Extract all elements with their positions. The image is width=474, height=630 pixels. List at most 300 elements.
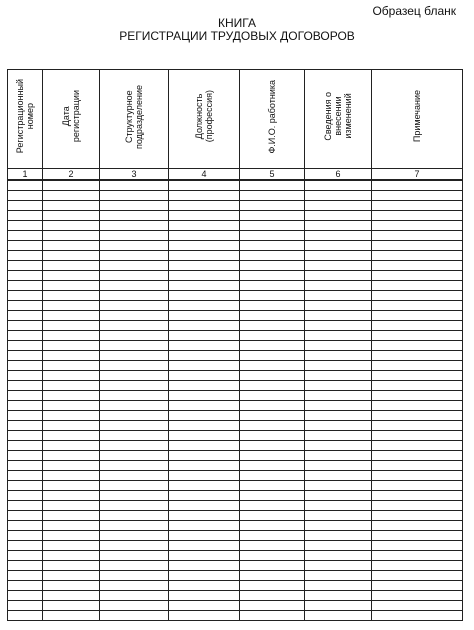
blank-cell bbox=[240, 611, 305, 621]
blank-cell bbox=[43, 571, 100, 581]
blank-cell bbox=[169, 541, 240, 551]
blank-row bbox=[8, 191, 463, 201]
blank-cell bbox=[8, 581, 43, 591]
blank-cell bbox=[8, 361, 43, 371]
blank-cell bbox=[8, 381, 43, 391]
blank-cell bbox=[100, 231, 169, 241]
blank-cell bbox=[43, 541, 100, 551]
blank-cell bbox=[169, 461, 240, 471]
blank-cell bbox=[240, 431, 305, 441]
blank-cell bbox=[43, 561, 100, 571]
blank-cell bbox=[43, 411, 100, 421]
blank-cell bbox=[169, 180, 240, 191]
blank-cell bbox=[240, 191, 305, 201]
blank-cell bbox=[43, 371, 100, 381]
blank-cell bbox=[240, 481, 305, 491]
column-header-text: изменений bbox=[343, 93, 353, 140]
blank-row bbox=[8, 491, 463, 501]
blank-cell bbox=[100, 251, 169, 261]
blank-row bbox=[8, 511, 463, 521]
blank-cell bbox=[100, 471, 169, 481]
blank-row bbox=[8, 251, 463, 261]
blank-cell bbox=[305, 561, 372, 571]
blank-cell bbox=[240, 531, 305, 541]
blank-cell bbox=[169, 211, 240, 221]
blank-cell bbox=[8, 551, 43, 561]
column-header-text: (профессия) bbox=[204, 90, 214, 143]
blank-cell bbox=[43, 361, 100, 371]
blank-cell bbox=[372, 611, 463, 621]
blank-cell bbox=[305, 541, 372, 551]
blank-cell bbox=[372, 471, 463, 481]
blank-row bbox=[8, 301, 463, 311]
blank-cell bbox=[8, 261, 43, 271]
blank-cell bbox=[372, 601, 463, 611]
blank-row bbox=[8, 381, 463, 391]
blank-cell bbox=[43, 381, 100, 391]
blank-cell bbox=[169, 601, 240, 611]
blank-cell bbox=[43, 491, 100, 501]
blank-cell bbox=[305, 331, 372, 341]
blank-cell bbox=[169, 481, 240, 491]
column-header-text: Структурное bbox=[124, 90, 134, 143]
blank-cell bbox=[43, 241, 100, 251]
blank-cell bbox=[305, 361, 372, 371]
blank-cell bbox=[372, 551, 463, 561]
blank-cell bbox=[240, 371, 305, 381]
column-header-text: Регистрационный bbox=[15, 79, 25, 154]
blank-cell bbox=[43, 501, 100, 511]
blank-cell bbox=[43, 471, 100, 481]
blank-cell bbox=[169, 321, 240, 331]
blank-cell bbox=[372, 581, 463, 591]
blank-cell bbox=[8, 511, 43, 521]
blank-cell bbox=[100, 461, 169, 471]
blank-cell bbox=[8, 311, 43, 321]
blank-cell bbox=[8, 291, 43, 301]
blank-cell bbox=[305, 501, 372, 511]
blank-row bbox=[8, 461, 463, 471]
blank-cell bbox=[100, 351, 169, 361]
blank-cell bbox=[8, 481, 43, 491]
title-line-register: РЕГИСТРАЦИИ ТРУДОВЫХ ДОГОВОРОВ bbox=[119, 29, 355, 43]
blank-cell bbox=[372, 541, 463, 551]
blank-cell bbox=[305, 411, 372, 421]
blank-row bbox=[8, 221, 463, 231]
blank-cell bbox=[372, 251, 463, 261]
blank-cell bbox=[240, 591, 305, 601]
blank-cell bbox=[305, 521, 372, 531]
blank-row bbox=[8, 180, 463, 191]
blank-row bbox=[8, 501, 463, 511]
blank-cell bbox=[240, 511, 305, 521]
blank-cell bbox=[100, 401, 169, 411]
blank-row bbox=[8, 391, 463, 401]
blank-cell bbox=[43, 431, 100, 441]
column-header-text: Примечание bbox=[412, 90, 422, 143]
blank-row bbox=[8, 341, 463, 351]
blank-cell bbox=[169, 401, 240, 411]
blank-cell bbox=[305, 271, 372, 281]
blank-cell bbox=[240, 271, 305, 281]
blank-row bbox=[8, 211, 463, 221]
blank-cell bbox=[169, 271, 240, 281]
blank-cell bbox=[8, 281, 43, 291]
blank-cell bbox=[372, 311, 463, 321]
column-header-text: регистрации bbox=[71, 90, 81, 143]
blank-cell bbox=[305, 201, 372, 211]
blank-cell bbox=[8, 491, 43, 501]
blank-cell bbox=[100, 481, 169, 491]
blank-cell bbox=[100, 221, 169, 231]
blank-cell bbox=[372, 180, 463, 191]
blank-cell bbox=[169, 361, 240, 371]
blank-cell bbox=[100, 611, 169, 621]
blank-cell bbox=[43, 531, 100, 541]
column-number: 2 bbox=[43, 169, 100, 181]
blank-cell bbox=[240, 381, 305, 391]
column-header-department bbox=[100, 70, 169, 169]
blank-cell bbox=[8, 411, 43, 421]
blank-row bbox=[8, 571, 463, 581]
blank-cell bbox=[305, 491, 372, 501]
blank-cell bbox=[372, 331, 463, 341]
blank-row bbox=[8, 321, 463, 331]
blank-cell bbox=[240, 581, 305, 591]
column-number: 7 bbox=[372, 169, 463, 181]
blank-cell bbox=[240, 491, 305, 501]
blank-row bbox=[8, 441, 463, 451]
blank-cell bbox=[8, 271, 43, 281]
blank-cell bbox=[8, 531, 43, 541]
blank-cell bbox=[100, 271, 169, 281]
blank-cell bbox=[240, 251, 305, 261]
blank-cell bbox=[169, 491, 240, 501]
blank-row bbox=[8, 481, 463, 491]
blank-cell bbox=[169, 571, 240, 581]
blank-cell bbox=[169, 411, 240, 421]
blank-cell bbox=[169, 281, 240, 291]
blank-cell bbox=[100, 411, 169, 421]
blank-cell bbox=[8, 541, 43, 551]
blank-cell bbox=[8, 201, 43, 211]
blank-cell bbox=[240, 361, 305, 371]
blank-cell bbox=[169, 371, 240, 381]
blank-cell bbox=[240, 311, 305, 321]
column-number: 4 bbox=[169, 169, 240, 181]
blank-cell bbox=[43, 401, 100, 411]
blank-cell bbox=[8, 391, 43, 401]
blank-cell bbox=[100, 531, 169, 541]
blank-cell bbox=[372, 231, 463, 241]
blank-cell bbox=[305, 391, 372, 401]
blank-cell bbox=[43, 291, 100, 301]
blank-cell bbox=[372, 281, 463, 291]
blank-cell bbox=[240, 301, 305, 311]
blank-cell bbox=[169, 431, 240, 441]
blank-cell bbox=[43, 421, 100, 431]
blank-cell bbox=[372, 491, 463, 501]
blank-cell bbox=[169, 391, 240, 401]
blank-cell bbox=[305, 180, 372, 191]
blank-cell bbox=[43, 311, 100, 321]
blank-cell bbox=[305, 211, 372, 221]
column-header-text: Дата bbox=[61, 106, 71, 127]
blank-cell bbox=[240, 391, 305, 401]
blank-cell bbox=[100, 491, 169, 501]
blank-cell bbox=[240, 521, 305, 531]
blank-cell bbox=[100, 601, 169, 611]
blank-cell bbox=[372, 261, 463, 271]
blank-cell bbox=[43, 191, 100, 201]
blank-cell bbox=[169, 581, 240, 591]
blank-cell bbox=[100, 591, 169, 601]
blank-cell bbox=[100, 451, 169, 461]
blank-cell bbox=[372, 221, 463, 231]
blank-cell bbox=[240, 241, 305, 251]
blank-cell bbox=[100, 311, 169, 321]
blank-cell bbox=[305, 301, 372, 311]
column-header-changes-info bbox=[305, 70, 372, 169]
blank-cell bbox=[169, 381, 240, 391]
blank-cell bbox=[8, 461, 43, 471]
blank-cell bbox=[240, 221, 305, 231]
blank-cell bbox=[240, 471, 305, 481]
blank-cell bbox=[169, 611, 240, 621]
blank-cell bbox=[169, 331, 240, 341]
blank-row bbox=[8, 351, 463, 361]
blank-cell bbox=[372, 451, 463, 461]
blank-cell bbox=[8, 231, 43, 241]
blank-cell bbox=[305, 461, 372, 471]
blank-row bbox=[8, 591, 463, 601]
blank-cell bbox=[372, 351, 463, 361]
blank-cell bbox=[305, 531, 372, 541]
blank-cell bbox=[8, 611, 43, 621]
blank-cell bbox=[8, 321, 43, 331]
blank-cell bbox=[8, 341, 43, 351]
blank-cell bbox=[169, 221, 240, 231]
blank-cell bbox=[8, 331, 43, 341]
blank-row bbox=[8, 611, 463, 621]
blank-cell bbox=[43, 261, 100, 271]
blank-cell bbox=[100, 521, 169, 531]
blank-cell bbox=[8, 451, 43, 461]
blank-cell bbox=[169, 551, 240, 561]
blank-cell bbox=[100, 441, 169, 451]
blank-cell bbox=[305, 421, 372, 431]
blank-cell bbox=[100, 561, 169, 571]
blank-cell bbox=[372, 431, 463, 441]
blank-row bbox=[8, 521, 463, 531]
blank-cell bbox=[240, 461, 305, 471]
blank-cell bbox=[305, 441, 372, 451]
blank-cell bbox=[43, 281, 100, 291]
blank-row bbox=[8, 451, 463, 461]
blank-cell bbox=[8, 371, 43, 381]
blank-cell bbox=[8, 571, 43, 581]
blank-cell bbox=[43, 341, 100, 351]
blank-cell bbox=[372, 411, 463, 421]
blank-cell bbox=[305, 241, 372, 251]
title-line-book: КНИГА bbox=[218, 16, 256, 30]
blank-cell bbox=[240, 201, 305, 211]
blank-cell bbox=[43, 451, 100, 461]
blank-cell bbox=[100, 180, 169, 191]
blank-cell bbox=[372, 481, 463, 491]
column-number: 3 bbox=[100, 169, 169, 181]
blank-cell bbox=[240, 331, 305, 341]
blank-cell bbox=[305, 291, 372, 301]
blank-cell bbox=[8, 601, 43, 611]
blank-cell bbox=[240, 341, 305, 351]
blank-cell bbox=[372, 211, 463, 221]
blank-cell bbox=[305, 351, 372, 361]
blank-row bbox=[8, 581, 463, 591]
blank-cell bbox=[305, 251, 372, 261]
blank-cell bbox=[305, 281, 372, 291]
column-number-row bbox=[8, 169, 463, 181]
blank-row bbox=[8, 231, 463, 241]
blank-cell bbox=[8, 521, 43, 531]
blank-cell bbox=[100, 291, 169, 301]
blank-cell bbox=[305, 611, 372, 621]
column-header-text: Должность bbox=[194, 93, 204, 140]
blank-row bbox=[8, 331, 463, 341]
blank-cell bbox=[169, 291, 240, 301]
column-header-registration-date bbox=[43, 70, 100, 169]
blank-cell bbox=[305, 401, 372, 411]
blank-cell bbox=[240, 411, 305, 421]
blank-row bbox=[8, 271, 463, 281]
blank-cell bbox=[305, 511, 372, 521]
blank-rows bbox=[8, 180, 463, 621]
blank-cell bbox=[43, 461, 100, 471]
blank-cell bbox=[8, 561, 43, 571]
registration-table bbox=[7, 69, 463, 621]
blank-cell bbox=[43, 201, 100, 211]
blank-cell bbox=[43, 581, 100, 591]
blank-row bbox=[8, 561, 463, 571]
blank-cell bbox=[240, 561, 305, 571]
blank-cell bbox=[169, 351, 240, 361]
blank-cell bbox=[100, 581, 169, 591]
blank-cell bbox=[169, 451, 240, 461]
blank-cell bbox=[240, 551, 305, 561]
blank-cell bbox=[8, 591, 43, 601]
header-row bbox=[8, 70, 463, 169]
blank-cell bbox=[240, 451, 305, 461]
blank-cell bbox=[100, 211, 169, 221]
blank-cell bbox=[372, 321, 463, 331]
blank-cell bbox=[8, 191, 43, 201]
blank-cell bbox=[43, 351, 100, 361]
blank-cell bbox=[240, 291, 305, 301]
blank-cell bbox=[8, 221, 43, 231]
blank-cell bbox=[8, 441, 43, 451]
blank-cell bbox=[169, 301, 240, 311]
blank-cell bbox=[100, 301, 169, 311]
blank-row bbox=[8, 551, 463, 561]
column-number: 6 bbox=[305, 169, 372, 181]
blank-cell bbox=[240, 321, 305, 331]
blank-cell bbox=[305, 381, 372, 391]
blank-row bbox=[8, 371, 463, 381]
blank-cell bbox=[305, 231, 372, 241]
blank-cell bbox=[8, 251, 43, 261]
blank-cell bbox=[43, 301, 100, 311]
blank-row bbox=[8, 431, 463, 441]
blank-cell bbox=[100, 421, 169, 431]
blank-cell bbox=[372, 441, 463, 451]
blank-cell bbox=[240, 541, 305, 551]
blank-cell bbox=[43, 511, 100, 521]
blank-cell bbox=[169, 311, 240, 321]
column-header-note bbox=[372, 70, 463, 169]
blank-cell bbox=[43, 601, 100, 611]
blank-cell bbox=[372, 361, 463, 371]
blank-cell bbox=[100, 391, 169, 401]
blank-cell bbox=[100, 511, 169, 521]
blank-row bbox=[8, 311, 463, 321]
blank-cell bbox=[305, 321, 372, 331]
blank-cell bbox=[372, 461, 463, 471]
blank-cell bbox=[372, 381, 463, 391]
blank-cell bbox=[169, 251, 240, 261]
blank-cell bbox=[8, 421, 43, 431]
blank-cell bbox=[372, 531, 463, 541]
page-title bbox=[0, 17, 474, 43]
blank-cell bbox=[100, 331, 169, 341]
blank-cell bbox=[372, 391, 463, 401]
blank-cell bbox=[100, 541, 169, 551]
blank-cell bbox=[100, 381, 169, 391]
column-header-registration-number bbox=[8, 70, 43, 169]
blank-cell bbox=[372, 201, 463, 211]
blank-cell bbox=[240, 441, 305, 451]
blank-cell bbox=[169, 521, 240, 531]
blank-row bbox=[8, 401, 463, 411]
blank-cell bbox=[100, 241, 169, 251]
blank-row bbox=[8, 281, 463, 291]
column-header-text: Ф.И.О. работника bbox=[267, 79, 277, 154]
blank-cell bbox=[305, 431, 372, 441]
blank-cell bbox=[100, 371, 169, 381]
blank-cell bbox=[169, 511, 240, 521]
blank-cell bbox=[240, 571, 305, 581]
blank-cell bbox=[43, 321, 100, 331]
blank-cell bbox=[169, 341, 240, 351]
blank-cell bbox=[8, 431, 43, 441]
blank-cell bbox=[305, 471, 372, 481]
blank-cell bbox=[305, 341, 372, 351]
blank-cell bbox=[372, 561, 463, 571]
blank-cell bbox=[372, 591, 463, 601]
blank-cell bbox=[100, 191, 169, 201]
blank-cell bbox=[43, 441, 100, 451]
blank-cell bbox=[8, 471, 43, 481]
blank-cell bbox=[100, 571, 169, 581]
blank-cell bbox=[240, 601, 305, 611]
blank-cell bbox=[8, 211, 43, 221]
blank-cell bbox=[8, 301, 43, 311]
blank-cell bbox=[169, 561, 240, 571]
blank-cell bbox=[305, 601, 372, 611]
sample-form-label: Образец бланк bbox=[372, 4, 456, 18]
blank-cell bbox=[240, 501, 305, 511]
blank-row bbox=[8, 471, 463, 481]
blank-cell bbox=[305, 371, 372, 381]
